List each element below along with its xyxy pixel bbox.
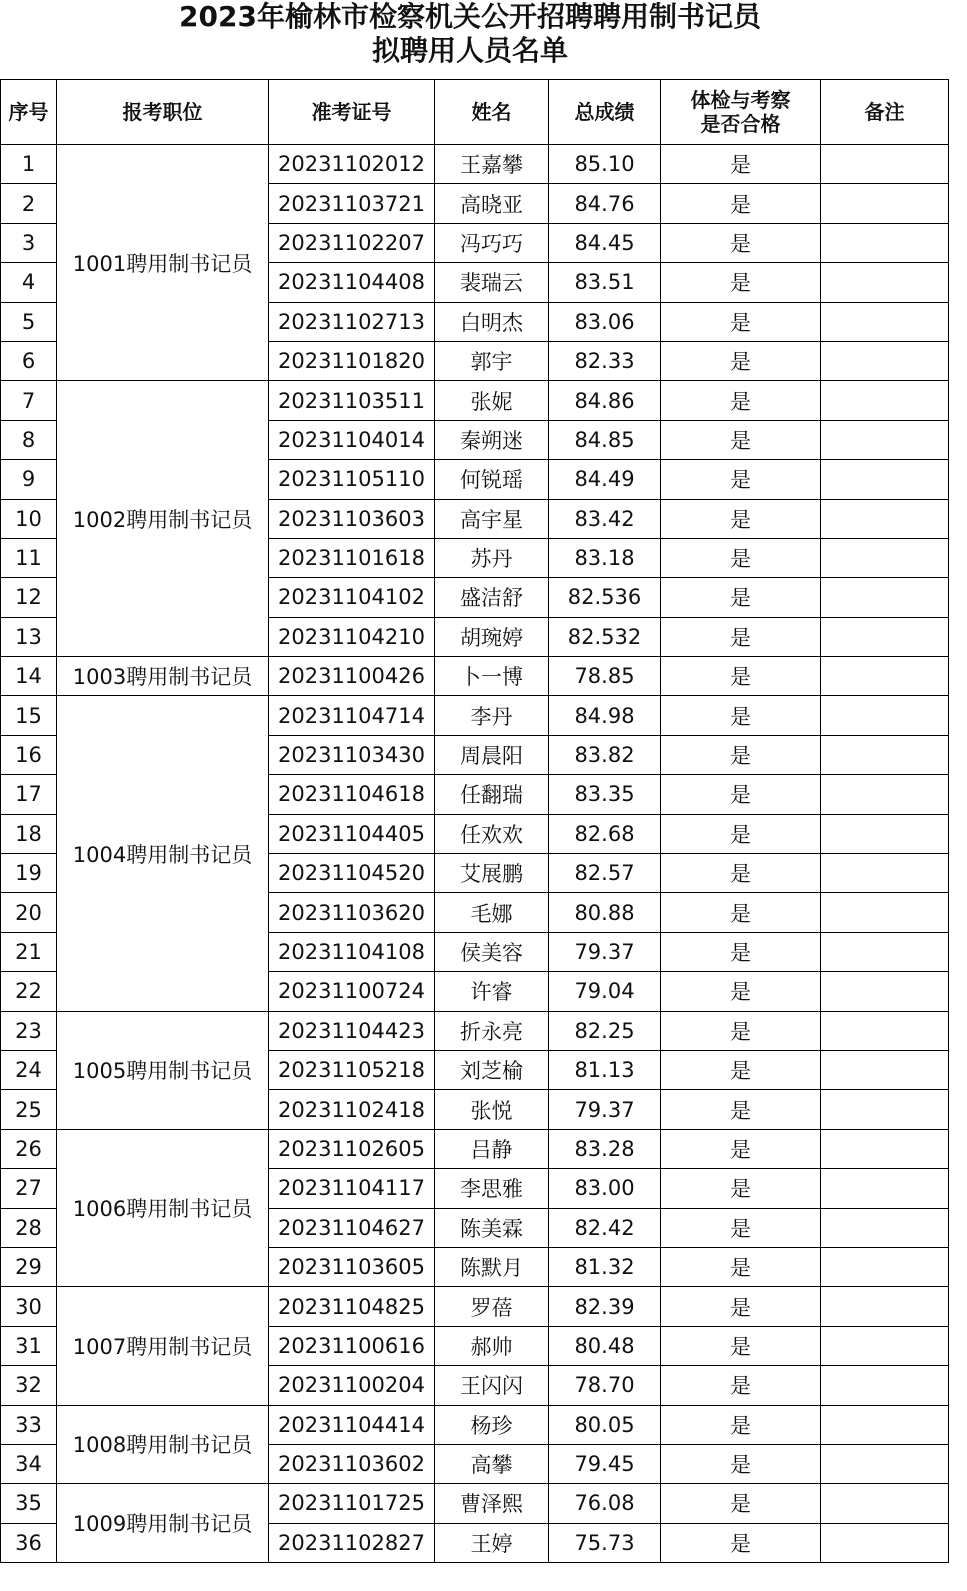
- cell-name: 高攀: [435, 1444, 549, 1483]
- cell-score: 80.88: [549, 893, 661, 932]
- cell-score: 84.85: [549, 420, 661, 459]
- cell-no: 3: [1, 223, 57, 262]
- cell-exam-id: 20231104618: [269, 775, 435, 814]
- cell-exam-id: 20231104117: [269, 1169, 435, 1208]
- cell-no: 36: [1, 1523, 57, 1562]
- cell-position: 1009聘用制书记员: [57, 1484, 269, 1563]
- cell-note: [821, 145, 949, 184]
- table-body: [1, 145, 949, 1563]
- cell-score: 84.76: [549, 184, 661, 223]
- cell-exam-id: 20231104405: [269, 814, 435, 853]
- cell-note: [821, 1287, 949, 1326]
- cell-no: 31: [1, 1326, 57, 1365]
- cell-exam-id: 20231104108: [269, 932, 435, 971]
- cell-pass: 是: [661, 1050, 821, 1089]
- cell-pass: 是: [661, 578, 821, 617]
- cell-note: [821, 1484, 949, 1523]
- cell-pass: 是: [661, 854, 821, 893]
- cell-note: [821, 1405, 949, 1444]
- cell-no: 35: [1, 1484, 57, 1523]
- cell-exam-id: 20231100426: [269, 657, 435, 696]
- cell-score: 84.49: [549, 460, 661, 499]
- cell-note: [821, 499, 949, 538]
- cell-note: [821, 854, 949, 893]
- cell-pass: 是: [661, 735, 821, 774]
- col-header-note: 备注: [821, 80, 949, 145]
- cell-score: 78.70: [549, 1366, 661, 1405]
- cell-no: 1: [1, 145, 57, 184]
- cell-score: 75.73: [549, 1523, 661, 1562]
- cell-pass: 是: [661, 617, 821, 656]
- cell-exam-id: 20231103511: [269, 381, 435, 420]
- cell-no: 8: [1, 420, 57, 459]
- header-row: [1, 80, 949, 145]
- cell-pass: 是: [661, 263, 821, 302]
- cell-pass: 是: [661, 1405, 821, 1444]
- table-row: [1, 1129, 949, 1168]
- cell-exam-id: 20231104423: [269, 1011, 435, 1050]
- cell-note: [821, 460, 949, 499]
- cell-note: [821, 1326, 949, 1365]
- cell-name: 罗蓓: [435, 1287, 549, 1326]
- cell-name: 曹泽熙: [435, 1484, 549, 1523]
- cell-exam-id: 20231100616: [269, 1326, 435, 1365]
- cell-name: 陈默月: [435, 1247, 549, 1286]
- cell-position: 1006聘用制书记员: [57, 1129, 269, 1287]
- cell-name: 郭宇: [435, 341, 549, 380]
- cell-pass: 是: [661, 696, 821, 735]
- cell-note: [821, 932, 949, 971]
- cell-note: [821, 420, 949, 459]
- cell-no: 4: [1, 263, 57, 302]
- cell-pass: 是: [661, 1326, 821, 1365]
- cell-pass: 是: [661, 184, 821, 223]
- cell-no: 7: [1, 381, 57, 420]
- cell-pass: 是: [661, 1287, 821, 1326]
- cell-pass: 是: [661, 538, 821, 577]
- col-header-pass: 体检与考察是否合格: [661, 80, 821, 145]
- cell-name: 王婷: [435, 1523, 549, 1562]
- table-row: [1, 1287, 949, 1326]
- cell-no: 9: [1, 460, 57, 499]
- cell-no: 32: [1, 1366, 57, 1405]
- cell-no: 11: [1, 538, 57, 577]
- cell-note: [821, 1444, 949, 1483]
- cell-note: [821, 1366, 949, 1405]
- cell-position: 1003聘用制书记员: [57, 657, 269, 696]
- cell-no: 16: [1, 735, 57, 774]
- col-header-no: 序号: [1, 80, 57, 145]
- cell-exam-id: 20231101820: [269, 341, 435, 380]
- cell-note: [821, 578, 949, 617]
- cell-no: 19: [1, 854, 57, 893]
- cell-name: 裴瑞云: [435, 263, 549, 302]
- cell-score: 83.51: [549, 263, 661, 302]
- cell-exam-id: 20231104014: [269, 420, 435, 459]
- cell-no: 2: [1, 184, 57, 223]
- cell-name: 高宇星: [435, 499, 549, 538]
- cell-name: 王嘉攀: [435, 145, 549, 184]
- title-line-2: 拟聘用人员名单: [371, 34, 568, 67]
- cell-exam-id: 20231104520: [269, 854, 435, 893]
- col-header-name: 姓名: [435, 80, 549, 145]
- candidate-table: [0, 79, 949, 1563]
- cell-note: [821, 735, 949, 774]
- cell-no: 30: [1, 1287, 57, 1326]
- cell-no: 6: [1, 341, 57, 380]
- cell-name: 盛洁舒: [435, 578, 549, 617]
- cell-no: 10: [1, 499, 57, 538]
- cell-name: 王闪闪: [435, 1366, 549, 1405]
- table-row: [1, 657, 949, 696]
- cell-pass: 是: [661, 499, 821, 538]
- cell-name: 张妮: [435, 381, 549, 420]
- cell-pass: 是: [661, 460, 821, 499]
- document-title: [0, 0, 940, 68]
- table-row: [1, 145, 949, 184]
- cell-score: 82.57: [549, 854, 661, 893]
- cell-score: 82.39: [549, 1287, 661, 1326]
- cell-exam-id: 20231103602: [269, 1444, 435, 1483]
- cell-name: 胡琬婷: [435, 617, 549, 656]
- cell-exam-id: 20231102713: [269, 302, 435, 341]
- cell-position: 1002聘用制书记员: [57, 381, 269, 657]
- cell-no: 23: [1, 1011, 57, 1050]
- cell-score: 80.48: [549, 1326, 661, 1365]
- cell-note: [821, 1090, 949, 1129]
- cell-exam-id: 20231104102: [269, 578, 435, 617]
- cell-score: 84.45: [549, 223, 661, 262]
- cell-name: 折永亮: [435, 1011, 549, 1050]
- cell-note: [821, 1523, 949, 1562]
- cell-note: [821, 617, 949, 656]
- cell-pass: 是: [661, 972, 821, 1011]
- cell-position: 1001聘用制书记员: [57, 145, 269, 381]
- cell-name: 任欢欢: [435, 814, 549, 853]
- col-header-exam-id: 准考证号: [269, 80, 435, 145]
- cell-pass: 是: [661, 145, 821, 184]
- cell-name: 白明杰: [435, 302, 549, 341]
- cell-name: 周晨阳: [435, 735, 549, 774]
- table-row: [1, 1011, 949, 1050]
- cell-score: 79.04: [549, 972, 661, 1011]
- cell-pass: 是: [661, 1247, 821, 1286]
- cell-note: [821, 538, 949, 577]
- cell-note: [821, 341, 949, 380]
- cell-pass: 是: [661, 1208, 821, 1247]
- cell-name: 张悦: [435, 1090, 549, 1129]
- cell-note: [821, 657, 949, 696]
- cell-name: 苏丹: [435, 538, 549, 577]
- cell-note: [821, 381, 949, 420]
- cell-exam-id: 20231103620: [269, 893, 435, 932]
- table-row: [1, 381, 949, 420]
- cell-exam-id: 20231103603: [269, 499, 435, 538]
- cell-exam-id: 20231102605: [269, 1129, 435, 1168]
- cell-pass: 是: [661, 1129, 821, 1168]
- cell-score: 82.33: [549, 341, 661, 380]
- cell-score: 76.08: [549, 1484, 661, 1523]
- cell-score: 84.98: [549, 696, 661, 735]
- cell-score: 79.37: [549, 932, 661, 971]
- cell-score: 79.45: [549, 1444, 661, 1483]
- cell-score: 81.32: [549, 1247, 661, 1286]
- cell-pass: 是: [661, 775, 821, 814]
- table-row: [1, 696, 949, 735]
- cell-note: [821, 1050, 949, 1089]
- cell-position: 1004聘用制书记员: [57, 696, 269, 1011]
- cell-no: 13: [1, 617, 57, 656]
- cell-exam-id: 20231104714: [269, 696, 435, 735]
- cell-score: 83.35: [549, 775, 661, 814]
- cell-no: 15: [1, 696, 57, 735]
- cell-no: 22: [1, 972, 57, 1011]
- cell-pass: 是: [661, 223, 821, 262]
- cell-score: 83.06: [549, 302, 661, 341]
- cell-name: 任翻瑞: [435, 775, 549, 814]
- cell-exam-id: 20231103430: [269, 735, 435, 774]
- cell-score: 83.42: [549, 499, 661, 538]
- cell-note: [821, 1129, 949, 1168]
- cell-pass: 是: [661, 381, 821, 420]
- cell-no: 5: [1, 302, 57, 341]
- cell-note: [821, 775, 949, 814]
- cell-no: 14: [1, 657, 57, 696]
- cell-exam-id: 20231101725: [269, 1484, 435, 1523]
- cell-exam-id: 20231104414: [269, 1405, 435, 1444]
- cell-pass: 是: [661, 1090, 821, 1129]
- cell-score: 82.532: [549, 617, 661, 656]
- cell-score: 82.68: [549, 814, 661, 853]
- cell-no: 17: [1, 775, 57, 814]
- cell-no: 34: [1, 1444, 57, 1483]
- cell-score: 83.18: [549, 538, 661, 577]
- cell-exam-id: 20231105110: [269, 460, 435, 499]
- cell-no: 27: [1, 1169, 57, 1208]
- cell-score: 83.00: [549, 1169, 661, 1208]
- cell-score: 83.28: [549, 1129, 661, 1168]
- cell-no: 29: [1, 1247, 57, 1286]
- cell-exam-id: 20231102207: [269, 223, 435, 262]
- cell-pass: 是: [661, 1484, 821, 1523]
- cell-exam-id: 20231103605: [269, 1247, 435, 1286]
- cell-score: 80.05: [549, 1405, 661, 1444]
- cell-no: 21: [1, 932, 57, 971]
- cell-note: [821, 302, 949, 341]
- cell-exam-id: 20231104627: [269, 1208, 435, 1247]
- cell-pass: 是: [661, 1444, 821, 1483]
- cell-name: 冯巧巧: [435, 223, 549, 262]
- cell-pass: 是: [661, 657, 821, 696]
- cell-name: 郝帅: [435, 1326, 549, 1365]
- cell-score: 82.536: [549, 578, 661, 617]
- cell-name: 艾展鹏: [435, 854, 549, 893]
- title-line-1: 2023年榆林市检察机关公开招聘聘用制书记员: [179, 0, 761, 33]
- cell-no: 20: [1, 893, 57, 932]
- cell-name: 刘芝榆: [435, 1050, 549, 1089]
- cell-score: 81.13: [549, 1050, 661, 1089]
- cell-note: [821, 1169, 949, 1208]
- cell-pass: 是: [661, 420, 821, 459]
- cell-score: 85.10: [549, 145, 661, 184]
- cell-exam-id: 20231100724: [269, 972, 435, 1011]
- cell-note: [821, 972, 949, 1011]
- cell-no: 24: [1, 1050, 57, 1089]
- cell-exam-id: 20231103721: [269, 184, 435, 223]
- cell-name: 陈美霖: [435, 1208, 549, 1247]
- cell-note: [821, 893, 949, 932]
- table-row: [1, 1405, 949, 1444]
- cell-no: 25: [1, 1090, 57, 1129]
- cell-note: [821, 1247, 949, 1286]
- cell-pass: 是: [661, 302, 821, 341]
- cell-name: 高晓亚: [435, 184, 549, 223]
- cell-name: 李思雅: [435, 1169, 549, 1208]
- cell-exam-id: 20231104210: [269, 617, 435, 656]
- cell-note: [821, 696, 949, 735]
- cell-pass: 是: [661, 1169, 821, 1208]
- cell-position: 1005聘用制书记员: [57, 1011, 269, 1129]
- cell-exam-id: 20231104408: [269, 263, 435, 302]
- cell-pass: 是: [661, 1523, 821, 1562]
- cell-name: 杨珍: [435, 1405, 549, 1444]
- cell-exam-id: 20231104825: [269, 1287, 435, 1326]
- cell-no: 28: [1, 1208, 57, 1247]
- cell-name: 秦朔迷: [435, 420, 549, 459]
- cell-name: 毛娜: [435, 893, 549, 932]
- col-header-position: 报考职位: [57, 80, 269, 145]
- cell-name: 侯美容: [435, 932, 549, 971]
- cell-exam-id: 20231102827: [269, 1523, 435, 1562]
- cell-position: 1008聘用制书记员: [57, 1405, 269, 1484]
- cell-exam-id: 20231101618: [269, 538, 435, 577]
- cell-pass: 是: [661, 1366, 821, 1405]
- cell-note: [821, 1011, 949, 1050]
- cell-note: [821, 814, 949, 853]
- cell-no: 26: [1, 1129, 57, 1168]
- cell-score: 84.86: [549, 381, 661, 420]
- cell-name: 许睿: [435, 972, 549, 1011]
- cell-exam-id: 20231105218: [269, 1050, 435, 1089]
- cell-note: [821, 263, 949, 302]
- cell-name: 何锐瑶: [435, 460, 549, 499]
- cell-exam-id: 20231100204: [269, 1366, 435, 1405]
- cell-name: 卜一博: [435, 657, 549, 696]
- cell-no: 18: [1, 814, 57, 853]
- cell-name: 吕静: [435, 1129, 549, 1168]
- cell-no: 12: [1, 578, 57, 617]
- cell-note: [821, 223, 949, 262]
- cell-score: 79.37: [549, 1090, 661, 1129]
- cell-pass: 是: [661, 341, 821, 380]
- cell-pass: 是: [661, 893, 821, 932]
- cell-note: [821, 184, 949, 223]
- cell-score: 82.42: [549, 1208, 661, 1247]
- cell-exam-id: 20231102418: [269, 1090, 435, 1129]
- cell-score: 78.85: [549, 657, 661, 696]
- cell-score: 82.25: [549, 1011, 661, 1050]
- cell-pass: 是: [661, 814, 821, 853]
- col-header-score: 总成绩: [549, 80, 661, 145]
- cell-exam-id: 20231102012: [269, 145, 435, 184]
- cell-pass: 是: [661, 932, 821, 971]
- table-row: [1, 1484, 949, 1523]
- cell-no: 33: [1, 1405, 57, 1444]
- cell-position: 1007聘用制书记员: [57, 1287, 269, 1405]
- cell-pass: 是: [661, 1011, 821, 1050]
- cell-name: 李丹: [435, 696, 549, 735]
- cell-score: 83.82: [549, 735, 661, 774]
- cell-note: [821, 1208, 949, 1247]
